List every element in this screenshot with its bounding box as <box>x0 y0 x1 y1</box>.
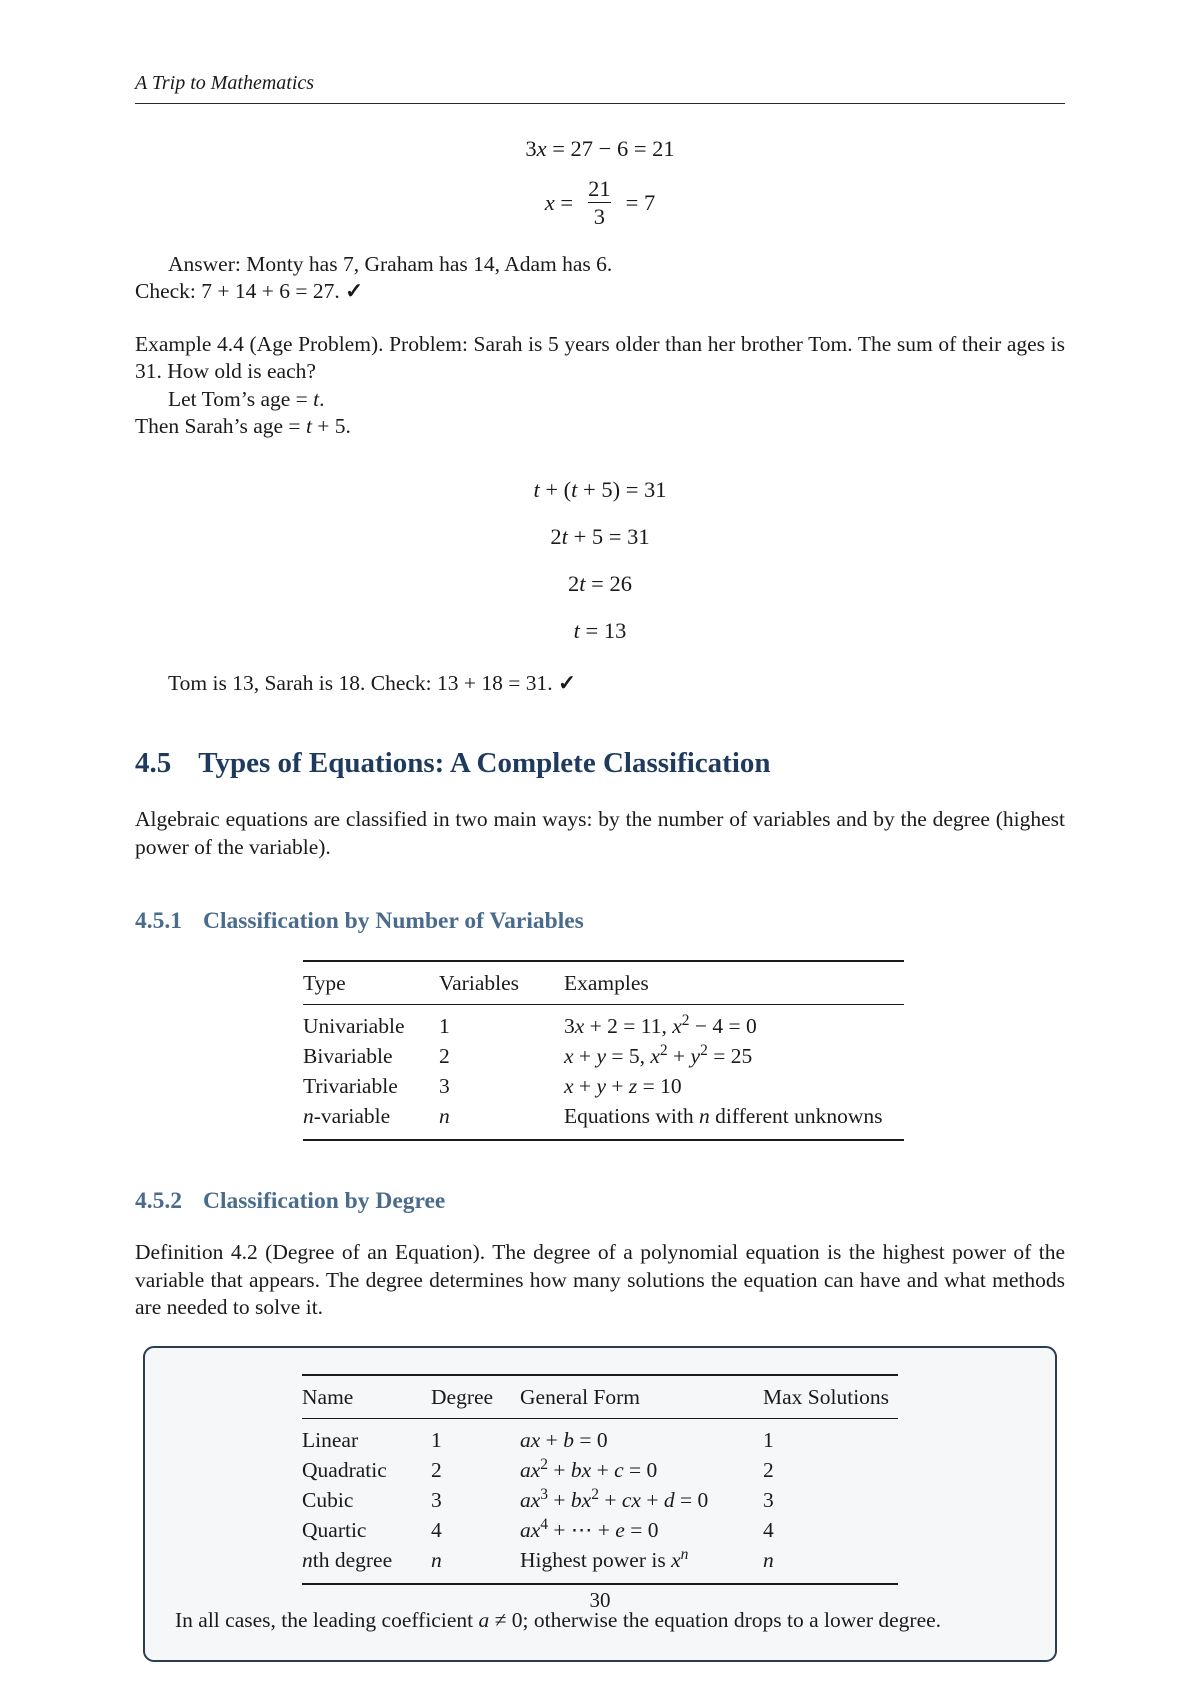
cell-degree: 1 <box>431 1427 442 1452</box>
cell-general-form: $ax^2$ + bx + c = 0 <box>520 1455 658 1482</box>
section-title: Types of Equations: A Complete Classification <box>198 747 771 780</box>
table-row <box>303 1005 904 1042</box>
cell-variables: 2 <box>439 1044 450 1069</box>
column-header: Examples <box>564 971 649 996</box>
header-rule <box>135 103 1065 104</box>
cell-max-solutions: 2 <box>763 1457 774 1482</box>
fraction-numerator: 21 <box>588 176 611 201</box>
cell-type: Bivariable <box>303 1044 393 1069</box>
table-row <box>303 1102 904 1141</box>
conclusion-text: Tom is 13, Sarah is 18. Check: 13 + 18 = 31. <box>168 670 553 695</box>
cell-name: Quadratic <box>302 1457 387 1482</box>
column-header: Degree <box>431 1384 494 1409</box>
table-row <box>302 1418 898 1455</box>
section-number: 4.5 <box>135 747 172 780</box>
table-row <box>302 1545 898 1584</box>
fraction-denominator: 3 <box>588 202 611 230</box>
equation-t3: 2t = 26 <box>568 570 632 596</box>
equation-3x: 3x = 27 − 6 = 21 <box>525 136 675 161</box>
cell-examples: x + y = 5, $x^2 + y^2 = 25$ <box>564 1042 753 1069</box>
box-note: In all cases, the leading coefficient a ≠ 0; otherwise the equation drops to a lower degree. <box>175 1607 942 1632</box>
cell-type: Trivariable <box>303 1074 398 1099</box>
section-intro: Algebraic equations are classified in two main ways: by the number of variables and by the degree (highest power of the variable). <box>135 807 1065 859</box>
variables-table <box>303 960 904 1141</box>
cell-examples: Equations with n different unknowns <box>564 1104 883 1129</box>
definition-paragraph: Definition 4.2 (Degree of an Equation). The degree of a polynomial equation is the highest power of the variable that appears. The degree determines how many solutions the equation can have and what methods are needed to solve it. <box>135 1240 1065 1320</box>
subsection-title: Classification by Number of Variables <box>203 908 584 935</box>
cell-name: Quartic <box>302 1517 367 1542</box>
cell-max-solutions: 1 <box>763 1427 774 1452</box>
answer-line: Answer: Monty has 7, Graham has 14, Adam has 6. <box>168 251 613 276</box>
variables-table-body <box>303 1005 904 1141</box>
cell-type: Univariable <box>303 1014 405 1039</box>
cell-degree: 4 <box>431 1517 442 1542</box>
cell-max-solutions: 4 <box>763 1517 774 1542</box>
table-row <box>302 1455 898 1485</box>
table-row <box>303 1072 904 1102</box>
subsection-number: 4.5.1 <box>135 908 182 935</box>
cell-degree: 2 <box>431 1457 442 1482</box>
cell-examples: 3x + 2 = 11, $x^2 - 4 = 0$ <box>564 1012 757 1039</box>
cell-variables: n <box>439 1104 450 1129</box>
degree-table-head <box>302 1375 898 1419</box>
cell-general-form: $ax^4$ + ⋯ + e = 0 <box>520 1515 659 1542</box>
equation-fraction <box>135 176 1065 230</box>
check-icon: ✓ <box>345 279 364 304</box>
column-header: Type <box>303 971 346 996</box>
cell-name: nth degree <box>302 1547 393 1572</box>
example-paragraph: Example 4.4 (Age Problem). Problem: Sarah is 5 years older than her brother Tom. The sum of their ages is 31. How old is each? <box>135 331 1065 384</box>
fraction-lhs: x = <box>544 189 574 215</box>
cell-name: Linear <box>302 1427 359 1452</box>
subsection-heading-451 <box>135 908 1065 934</box>
subsection-heading-452 <box>135 1188 1065 1214</box>
table-row <box>302 1485 898 1515</box>
degree-table <box>302 1374 898 1585</box>
let-line: Let Tom’s age = t. <box>168 386 325 411</box>
equation-t1: t + (t + 5) = 31 <box>533 476 667 502</box>
column-header: Name <box>302 1384 354 1409</box>
page-number: 30 <box>589 1588 611 1612</box>
cell-max-solutions: n <box>763 1547 774 1572</box>
cell-examples: x + y + z = 10 <box>564 1074 682 1099</box>
cell-degree: 3 <box>431 1487 442 1512</box>
cell-variables: 1 <box>439 1014 450 1039</box>
degree-table-body <box>302 1418 898 1584</box>
check-line <box>135 278 1065 306</box>
cell-general-form: Highest power is $x^n$ <box>520 1545 689 1572</box>
column-header: Variables <box>439 971 519 996</box>
fraction <box>582 176 617 230</box>
then-line: Then Sarah’s age = t + 5. <box>135 414 351 439</box>
cell-max-solutions: 3 <box>763 1487 774 1512</box>
check-icon: ✓ <box>558 670 577 695</box>
cell-name: Cubic <box>302 1487 354 1512</box>
running-header: A Trip to Mathematics <box>135 72 315 94</box>
cell-general-form: ax + b = 0 <box>520 1427 608 1452</box>
cell-degree: n <box>431 1547 442 1572</box>
table-row <box>302 1515 898 1545</box>
subsection-number: 4.5.2 <box>135 1188 182 1215</box>
column-header: General Form <box>520 1384 641 1409</box>
equation-t4: t = 13 <box>573 617 627 643</box>
equation-t2: 2t + 5 = 31 <box>550 523 650 549</box>
column-header: Max Solutions <box>763 1384 890 1409</box>
cell-general-form: $ax^3 + bx^2$ + cx + d = 0 <box>520 1485 709 1512</box>
check-text: Check: 7 + 14 + 6 = 27. <box>135 279 340 304</box>
cell-variables: 3 <box>439 1074 450 1099</box>
subsection-title: Classification by Degree <box>203 1188 446 1215</box>
section-heading <box>135 747 1065 779</box>
conclusion-line <box>135 670 1065 698</box>
cell-type: n-variable <box>303 1104 391 1129</box>
fraction-rhs: = 7 <box>625 189 656 215</box>
degree-classification-box <box>143 1346 1057 1662</box>
variables-table-head <box>303 961 904 1005</box>
table-row <box>303 1042 904 1072</box>
